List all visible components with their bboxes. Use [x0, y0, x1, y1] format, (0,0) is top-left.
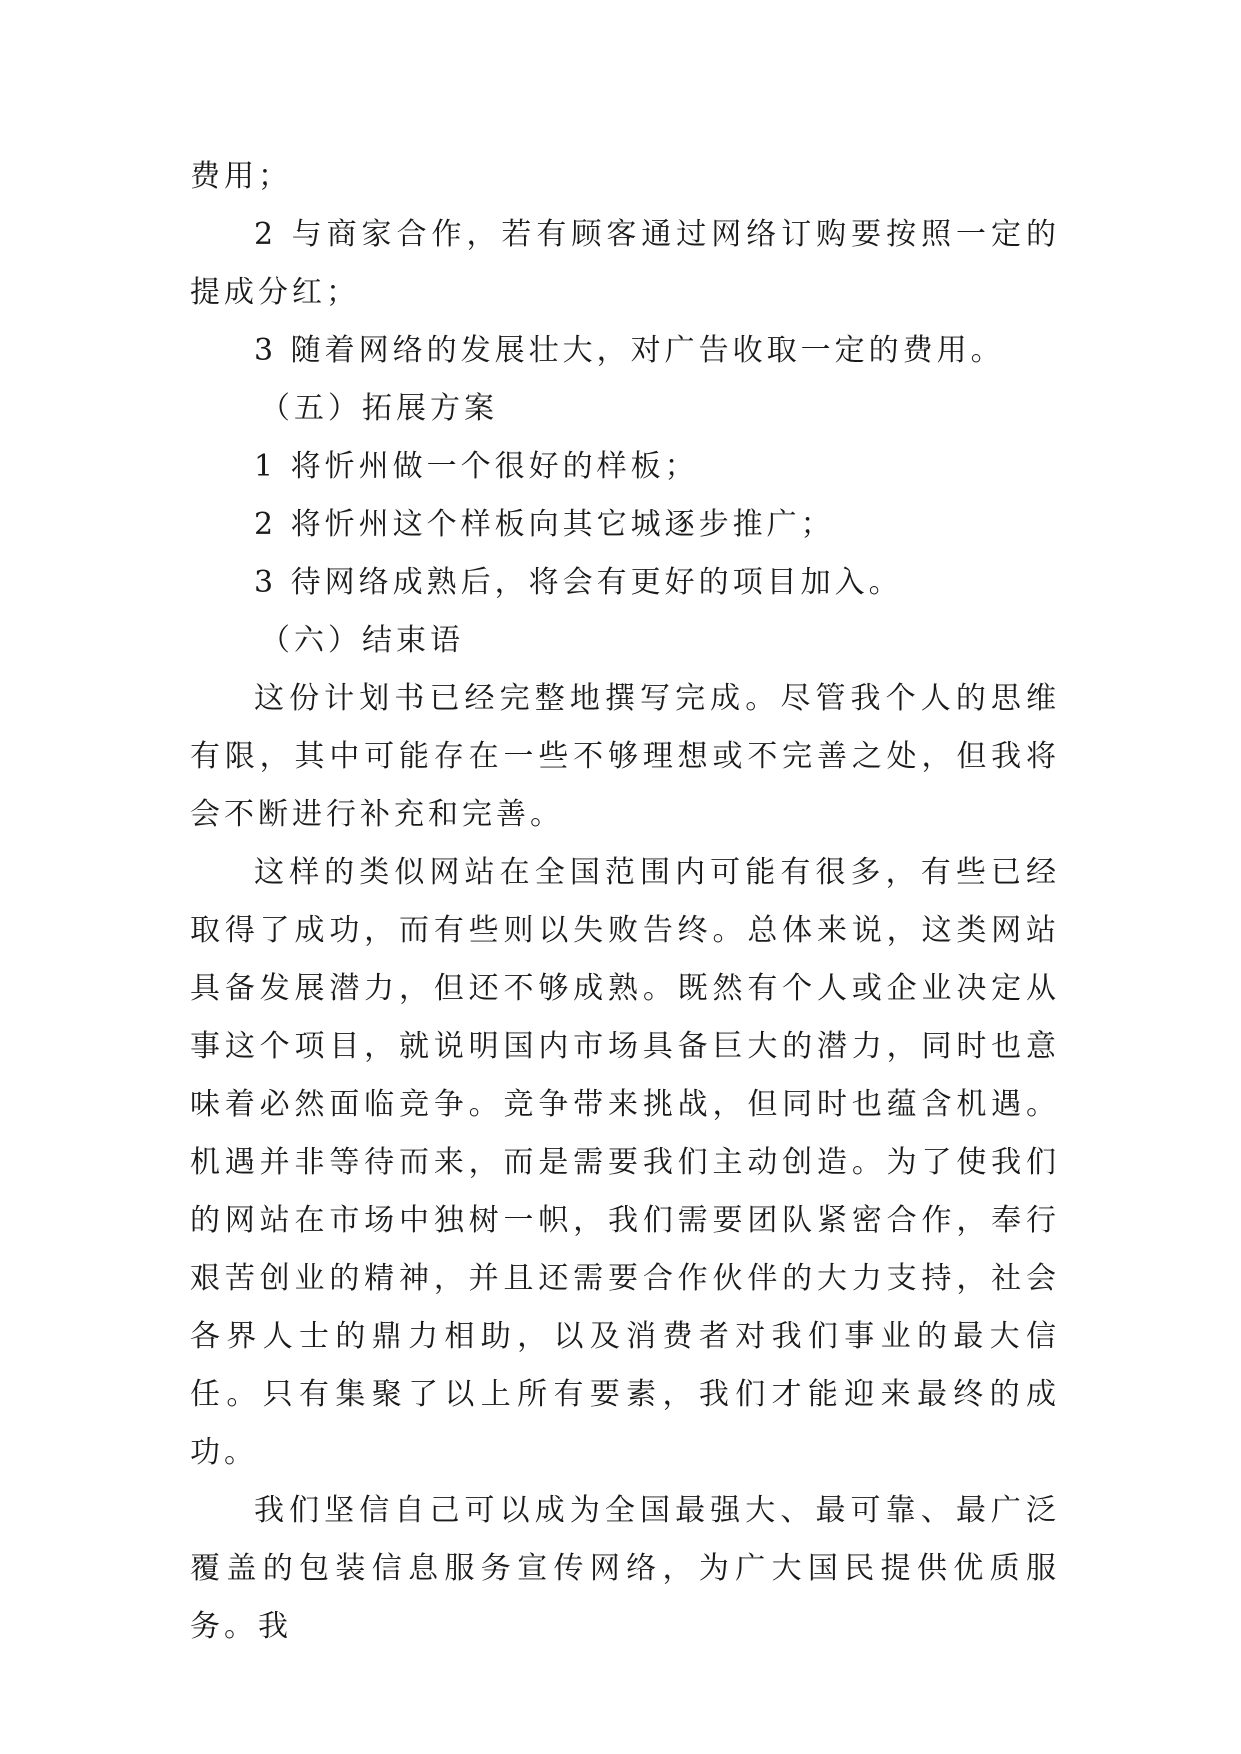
section-heading-conclusion: （六）结束语	[260, 623, 464, 658]
list-item-advertising-fees: 3 随着网络的发展壮大，对广告收取一定的费用。	[254, 333, 1005, 368]
section-heading-expansion-plan: （五）拓展方案	[260, 391, 498, 426]
list-item-merchant-cooperation: 2 与商家合作，若有顾客通过网络订购要按照一定的提成分红；	[190, 217, 1060, 310]
list-item-promote-other-cities: 2 将忻州这个样板向其它城逐步推广；	[254, 507, 835, 542]
paragraph-fee-continuation: 费用；	[190, 159, 292, 194]
paragraph-plan-complete: 这份计划书已经完整地撰写完成。尽管我个人的思维有限，其中可能存在一些不够理想或不完善之处，但我将会不断进行补充和完善。	[190, 681, 1060, 832]
document-page	[190, 148, 1060, 1656]
paragraph-market-analysis: 这样的类似网站在全国范围内可能有很多，有些已经取得了成功，而有些则以失败告终。总体来说，这类网站具备发展潜力，但还不够成熟。既然有个人或企业决定从事这个项目，就说明国内市场具备巨大的潜力，同时也意味着必然面临竞争。竞争带来挑战，但同时也蕴含机遇。机遇并非等待而来，而是需要我们主动创造。为了使我们的网站在市场中独树一帜，我们需要团队紧密合作，奉行艰苦创业的精神，并且还需要合作伙伴的大力支持，社会各界人士的鼎力相助，以及消费者对我们事业的最大信任。只有集聚了以上所有要素，我们才能迎来最终的成功。	[190, 855, 1060, 1470]
list-item-xinzhou-sample: 1 将忻州做一个很好的样板；	[254, 449, 699, 484]
list-item-future-projects: 3 待网络成熟后，将会有更好的项目加入。	[254, 565, 903, 600]
paragraph-vision: 我们坚信自己可以成为全国最强大、最可靠、最广泛覆盖的包装信息服务宣传网络，为广大国民提供优质服务。我	[190, 1493, 1060, 1644]
